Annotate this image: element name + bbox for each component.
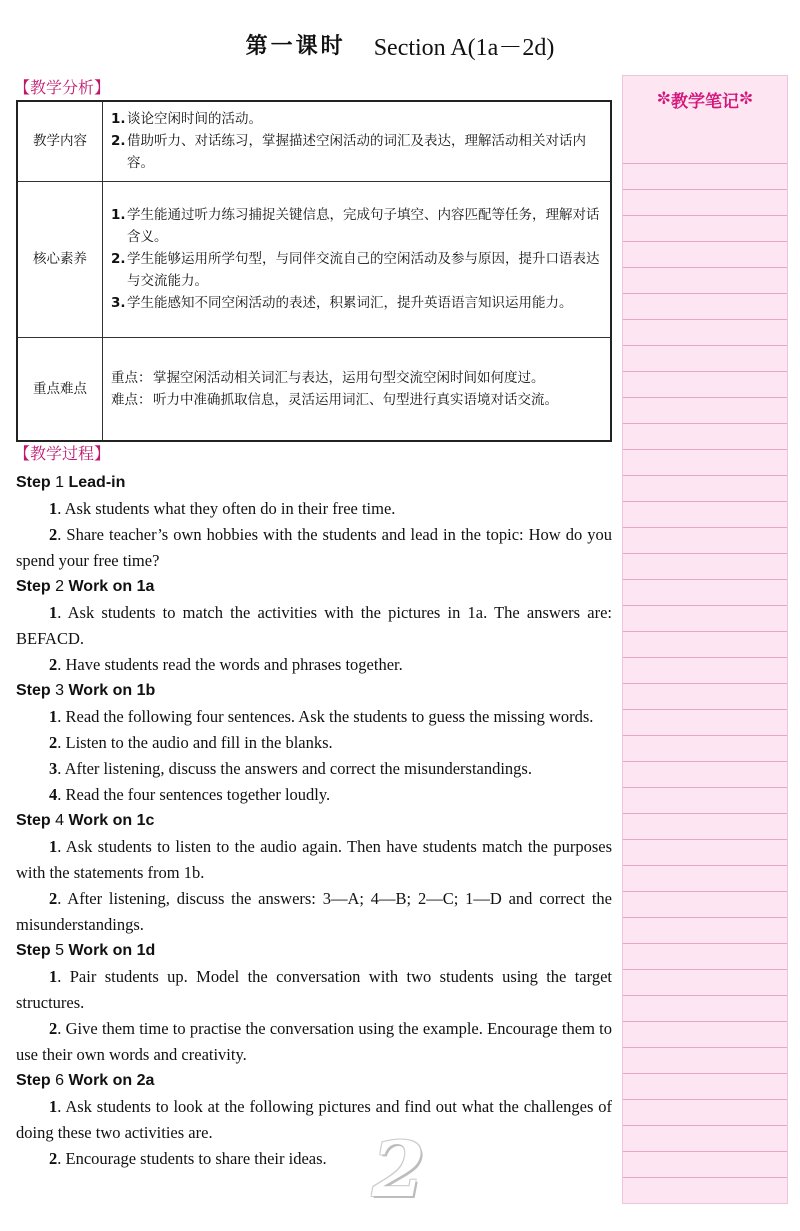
para-number: 1 <box>49 1097 58 1116</box>
step-paragraph <box>16 522 612 574</box>
para-number: 1 <box>49 837 58 856</box>
step-title: Work on 1a <box>68 578 155 595</box>
step-paragraph <box>16 496 612 522</box>
para-number: 2 <box>49 655 58 674</box>
notes-title-text: 教学笔记 <box>671 91 739 112</box>
para-number: 2 <box>49 889 58 908</box>
para-text: . Ask students to listen to the audio again. Then have students match the purposes with the statements from 1b. <box>16 837 612 882</box>
item-text: 学生能通过听力练习捕捉关键信息，完成句子填空、内容匹配等任务，理解对话含义。 <box>127 207 600 245</box>
step-title: Work on 1d <box>68 942 156 959</box>
table-row <box>17 337 611 441</box>
point-text: 听力中准确抓取信息，灵活运用词汇、句型进行真实语境对话交流。 <box>153 391 558 408</box>
step-number: 5 <box>55 942 65 959</box>
step-word: Step <box>16 942 51 959</box>
step-paragraph <box>16 1016 612 1068</box>
page-title <box>0 24 800 64</box>
step-heading <box>16 1068 612 1094</box>
para-text: . After listening, discuss the answers and correct the misunderstandings. <box>57 759 532 778</box>
item-text: 学生能感知不同空闲活动的表述，积累词汇，提升英语语言知识运用能力。 <box>127 295 573 311</box>
para-number: 1 <box>49 499 58 518</box>
item-number: 1. <box>111 111 126 128</box>
step-paragraph <box>16 1094 612 1146</box>
para-text: . Share teacher’s own hobbies with the students and lead in the topic: How do you spend your free time? <box>16 525 612 570</box>
step-number: 2 <box>55 578 65 595</box>
process-label: 【教学过程】 <box>14 444 111 463</box>
list-item <box>111 389 604 411</box>
teaching-process <box>16 470 612 1172</box>
step-paragraph <box>16 886 612 938</box>
para-text: . Pair students up. Model the conversation with two students using the target structures. <box>16 967 612 1012</box>
step-heading <box>16 678 612 704</box>
table-row <box>17 101 611 181</box>
para-number: 1 <box>49 707 58 726</box>
flower-icon: ✼ <box>656 89 671 109</box>
para-number: 4 <box>49 785 58 804</box>
step-title: Work on 1b <box>68 682 156 699</box>
item-text: 借助听力、对话练习，掌握描述空闲活动的词汇及表达，理解活动相关对话内容。 <box>127 133 586 172</box>
notes-ruled-lines <box>623 138 787 1203</box>
list-item <box>111 292 604 314</box>
step-number: 4 <box>55 812 65 829</box>
step-paragraph <box>16 600 612 652</box>
step-number: 1 <box>55 474 65 491</box>
para-number: 2 <box>49 1019 58 1038</box>
point-text: 掌握空闲活动相关词汇与表达，运用句型交流空闲时间如何度过。 <box>153 369 545 386</box>
step-number: 6 <box>55 1072 65 1089</box>
list-item <box>111 367 604 389</box>
row-header-content: 教学内容 <box>17 101 103 181</box>
step-paragraph <box>16 652 612 678</box>
step-heading <box>16 470 612 496</box>
step-paragraph <box>16 782 612 808</box>
para-text: . Have students read the words and phrases together. <box>57 655 403 674</box>
list-item <box>111 204 604 248</box>
item-number: 2. <box>111 133 126 150</box>
step-title: Lead-in <box>68 474 126 491</box>
step-paragraph <box>16 730 612 756</box>
step-heading <box>16 808 612 834</box>
para-number: 2 <box>49 733 58 752</box>
para-text: . Read the following four sentences. Ask the students to guess the missing words. <box>57 707 594 726</box>
step-word: Step <box>16 578 51 595</box>
para-text: . Read the four sentences together loudly. <box>57 785 331 804</box>
step-paragraph <box>16 756 612 782</box>
item-number: 3. <box>111 295 126 311</box>
step-paragraph <box>16 834 612 886</box>
para-number: 1 <box>49 603 58 622</box>
point-key: 难点： <box>111 391 152 408</box>
teaching-notes-sidebar <box>622 75 788 1204</box>
list-item <box>111 130 604 174</box>
step-number: 3 <box>55 682 65 699</box>
row-content-content <box>103 101 612 181</box>
row-header-literacy: 核心素养 <box>17 181 103 337</box>
step-title: Work on 2a <box>68 1072 155 1089</box>
step-word: Step <box>16 812 51 829</box>
analysis-table <box>16 100 612 442</box>
lesson-title-en: Section A(1a－2d) <box>373 34 555 61</box>
flower-icon: ✼ <box>739 89 754 109</box>
notes-title <box>623 76 787 122</box>
para-number: 3 <box>49 759 58 778</box>
para-text: . Encourage students to share their ideas. <box>57 1149 327 1168</box>
row-header-key-points: 重点难点 <box>17 337 103 441</box>
row-content-key-points <box>103 337 612 441</box>
para-number: 2 <box>49 1149 58 1168</box>
para-text: . Listen to the audio and fill in the blanks. <box>57 733 333 752</box>
para-number: 1 <box>49 967 58 986</box>
para-text: . Ask students to match the activities with the pictures in 1a. The answers are: BEFACD. <box>16 603 612 648</box>
step-heading <box>16 574 612 600</box>
step-paragraph <box>16 704 612 730</box>
point-key: 重点： <box>111 369 152 386</box>
step-paragraph <box>16 1146 612 1172</box>
para-text: . Ask students what they often do in their free time. <box>57 499 396 518</box>
para-text: . After listening, discuss the answers: 3—A; 4—B; 2—C; 1—D and correct the misunderstandings. <box>16 889 612 934</box>
step-word: Step <box>16 474 51 491</box>
para-number: 2 <box>49 525 58 544</box>
analysis-label: 【教学分析】 <box>14 78 111 97</box>
para-text: . Ask students to look at the following pictures and find out what the challenges of doing these two activities are. <box>16 1097 612 1142</box>
step-word: Step <box>16 682 51 699</box>
lesson-title-cn: 第一课时 <box>245 33 346 59</box>
page-number: 2 <box>372 1125 425 1214</box>
step-word: Step <box>16 1072 51 1089</box>
table-row <box>17 181 611 337</box>
para-text: . Give them time to practise the conversation using the example. Encourage them to use their own words and creativity. <box>16 1019 612 1064</box>
item-text: 学生能够运用所学句型，与同伴交流自己的空闲活动及参与原因，提升口语表达与交流能力。 <box>127 251 600 289</box>
item-number: 1. <box>111 207 126 223</box>
list-item <box>111 108 604 130</box>
step-paragraph <box>16 964 612 1016</box>
step-heading <box>16 938 612 964</box>
item-text: 谈论空闲时间的活动。 <box>127 111 262 128</box>
row-content-literacy <box>103 181 612 337</box>
list-item <box>111 248 604 292</box>
item-number: 2. <box>111 251 126 267</box>
step-title: Work on 1c <box>68 812 155 829</box>
